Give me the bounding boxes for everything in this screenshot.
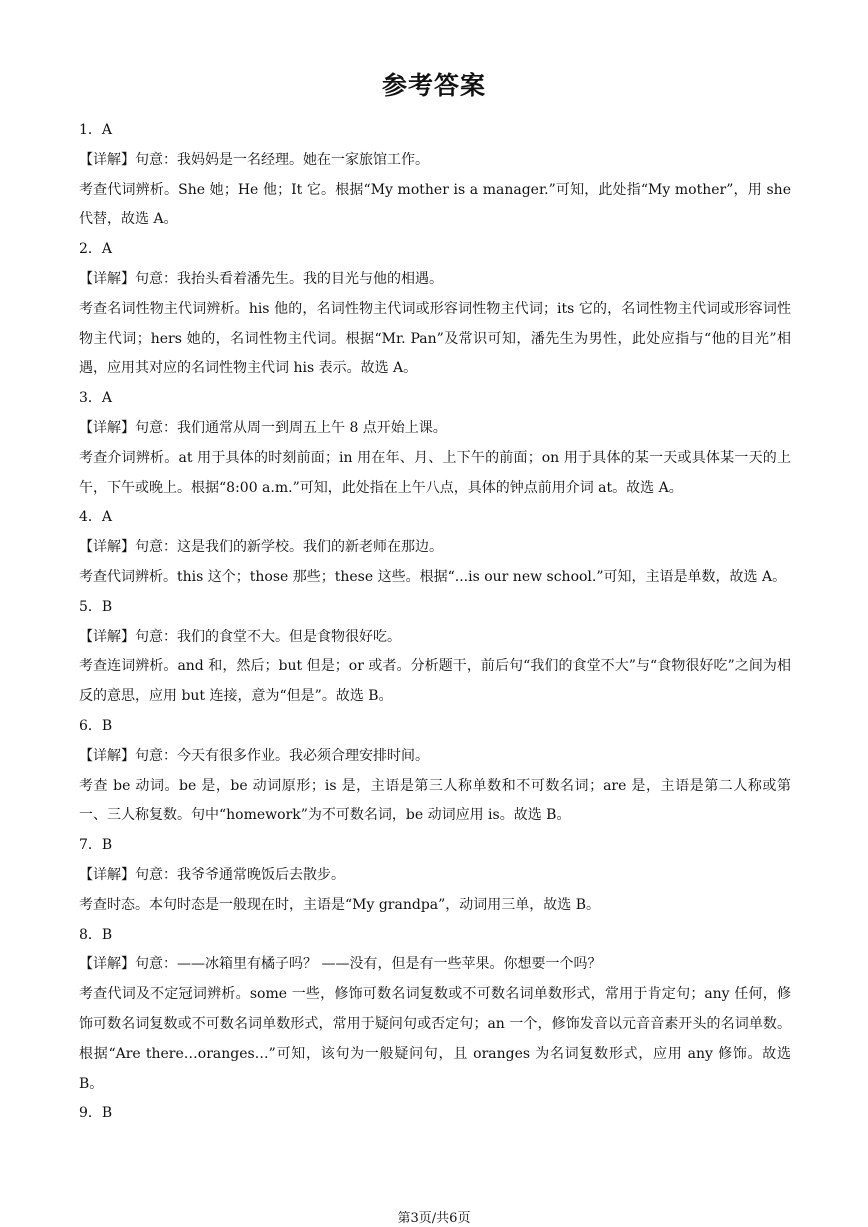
question-analysis: 考查 be 动词。be 是，be 动词原形；is 是，主语是第三人称单数和不可数名词；are 是，主语是第二人称或第一、三人称复数。句中“homework”为不可数名词，be 动词应用 is。故选 B。	[79, 777, 791, 824]
question-detail: 【详解】句意：我爷爷通常晚饭后去散步。	[79, 866, 345, 883]
question-analysis: 考查代词辨析。She 她；He 他；It 它。根据“My mother is a manager.”可知，此处指“My mother”，用 she 代替，故选 A。	[79, 181, 791, 228]
question-detail: 【详解】句意：我们通常从周一到周五上午 8 点开始上课。	[79, 419, 447, 436]
question-number: 7．B	[79, 837, 113, 854]
question-detail: 【详解】句意：我抬头看着潘先生。我的目光与他的相遇。	[79, 270, 443, 287]
question-number: 5．B	[79, 598, 113, 615]
question-analysis: 考查名词性物主代词辨析。his 他的，名词性物主代词或形容词性物主代词；its 它的，名词性物主代词或形容词性物主代词；hers 她的，名词性物主代词。根据“Mr. Pan”及常识可知，潘先生为男性，此处应指与“他的目光”相遇，应用其对应的名词性物主代词 his 表示。故选 A。	[79, 300, 791, 377]
question-detail: 【详解】句意：——冰箱里有橘子吗？ ——没有，但是有一些苹果。你想要一个吗？	[79, 956, 602, 973]
answer-list	[79, 116, 791, 1129]
question-number: 6．B	[79, 717, 113, 734]
page-footer: 第3页/共6页	[397, 1211, 471, 1226]
question-analysis: 考查连词辨析。and 和，然后；but 但是；or 或者。分析题干，前后句“我们的食堂不大”与“食物很好吃”之间为相反的意思，应用 but 连接，意为“但是”。故选 B。	[79, 658, 791, 705]
question-analysis: 考查代词及不定冠词辨析。some 一些，修饰可数名词复数或不可数名词单数形式，常用于肯定句；any 任何，修饰可数名词复数或不可数名词单数形式，常用于疑问句或否定句；an 一个，修饰发音以元音音素开头的名词单数。根据“Are there…oranges…”可知，该句为一般疑问句，且 oranges 为名词复数形式，应用 any 修饰。故选 B。	[79, 986, 791, 1092]
question-detail: 【详解】句意：这是我们的新学校。我们的新老师在那边。	[79, 539, 443, 556]
question-detail: 【详解】句意：我们的食堂不大。但是食物很好吃。	[79, 628, 401, 645]
question-number: 1．A	[79, 122, 113, 138]
question-analysis: 考查时态。本句时态是一般现在时，主语是“My grandpa”，动词用三单，故选 B。	[79, 896, 601, 913]
question-number: 2．A	[79, 241, 113, 258]
question-number: 9．B	[79, 1105, 113, 1122]
question-number: 4．A	[79, 509, 113, 526]
question-analysis: 考查介词辨析。at 用于具体的时刻前面；in 用在年、月、上下午的前面；on 用于具体的某一天或具体某一天的上午，下午或晚上。根据“8:00 a.m.”可知，此处指在上午八点，具体的钟点前用介词 at。故选 A。	[79, 449, 791, 496]
question-number: 8．B	[79, 926, 113, 943]
page-title: 参考答案	[381, 71, 486, 100]
question-number: 3．A	[79, 390, 113, 407]
question-detail: 【详解】句意：今天有很多作业。我必须合理安排时间。	[79, 747, 429, 764]
question-detail: 【详解】句意：我妈妈是一名经理。她在一家旅馆工作。	[79, 151, 429, 168]
question-analysis: 考查代词辨析。this 这个；those 那些；these 这些。根据“...is our new school.”可知，主语是单数，故选 A。	[79, 568, 787, 585]
